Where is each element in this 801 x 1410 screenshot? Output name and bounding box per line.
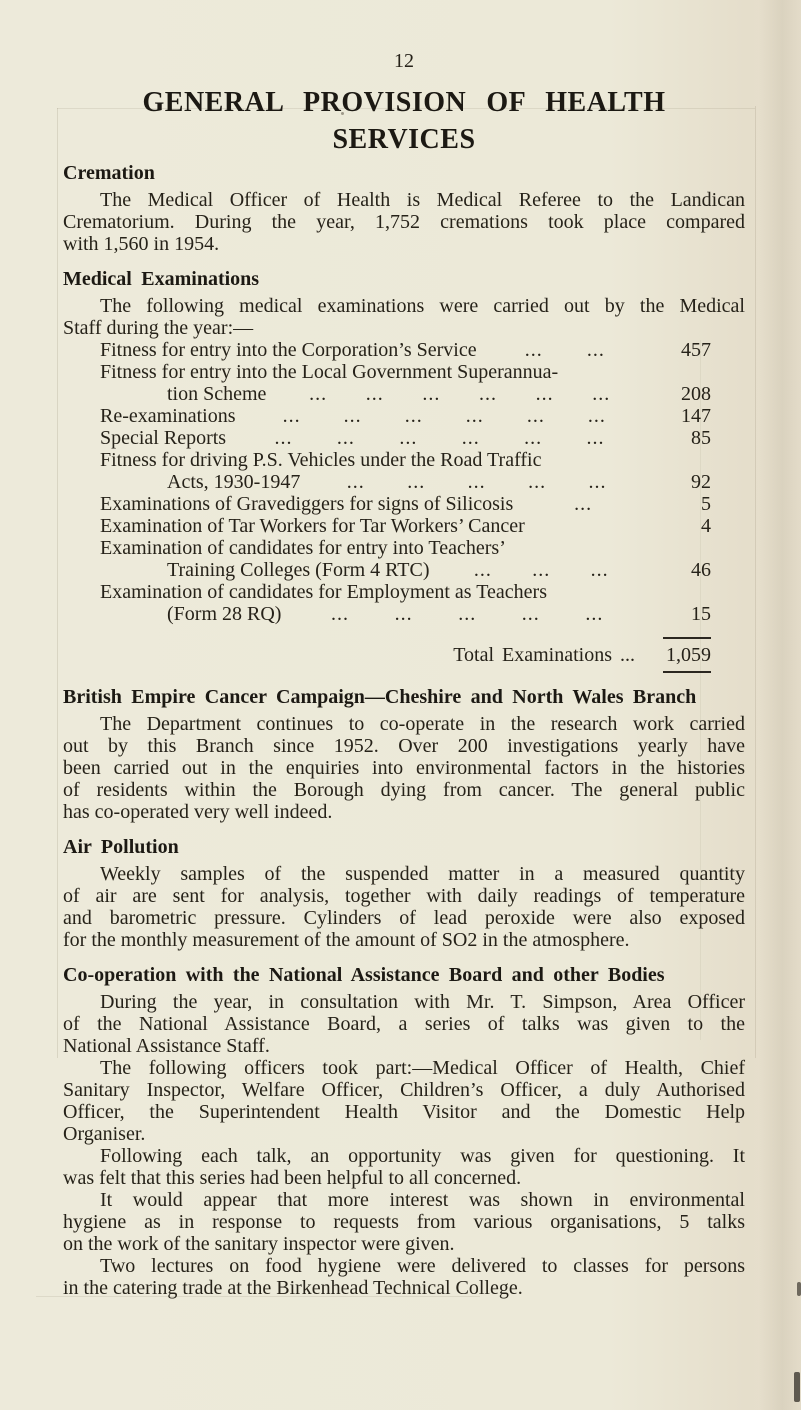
showthrough-line (755, 106, 756, 1058)
total-rule-bottom (663, 671, 711, 673)
text-line: The following medical examinations were carried out by the Medical (100, 295, 745, 317)
exam-label: Special Reports (100, 427, 227, 449)
exam-label: (Form 28 RQ) (167, 603, 282, 625)
section-cremation (63, 162, 745, 255)
page-edge-shadow (759, 0, 801, 1410)
text-line: Two lectures on food hygiene were delivered to classes for persons (100, 1255, 745, 1277)
text-line: of the National Assistance Board, a series of talks was given to the (63, 1013, 745, 1035)
exam-row (63, 537, 745, 559)
exam-value: 208 (681, 383, 711, 405)
exam-row (63, 383, 745, 405)
total-value: 1,059 (666, 644, 711, 666)
exam-row (63, 515, 745, 537)
exam-row (63, 559, 745, 581)
exam-row (63, 405, 745, 427)
text-line: been carried out in the enquiries into environmental factors in the histories (63, 757, 745, 779)
exam-label: tion Scheme (167, 383, 267, 405)
paragraph (63, 1255, 745, 1299)
text-line: in the catering trade at the Birkenhead Technical College. (63, 1277, 523, 1299)
leader-dots: ... ... (524, 339, 605, 361)
exam-value: 147 (681, 405, 711, 427)
exam-row (63, 449, 745, 471)
text-line: Organiser. (63, 1123, 146, 1145)
section-heading-air-pollution: Air Pollution (63, 836, 179, 858)
paragraph (63, 1145, 745, 1189)
section-air-pollution (63, 836, 745, 951)
page-title (63, 84, 745, 158)
total-rule-top (663, 637, 711, 639)
text-line: The Medical Officer of Health is Medical Referee to the Landican (100, 189, 745, 211)
text-line: for the monthly measurement of the amount of SO2 in the atmosphere. (63, 929, 630, 951)
section-heading-cooperation: Co-operation with the National Assistance Board and other Bodies (63, 964, 665, 986)
leader-dots: ... ... ... ... ... (331, 603, 604, 625)
exam-row (63, 339, 745, 361)
exam-label: Acts, 1930-1947 (167, 471, 301, 493)
exam-label: Fitness for entry into the Corporation’s Service (100, 339, 477, 361)
leader-dots: ... (574, 493, 593, 515)
section-heading-cremation: Cremation (63, 162, 155, 184)
examinations-total (63, 637, 745, 673)
exam-value: 5 (701, 493, 711, 515)
examinations-list (63, 339, 745, 625)
examinations-intro (63, 295, 745, 339)
text-line: on the work of the sanitary inspector were given. (63, 1233, 455, 1255)
section-cooperation (63, 964, 745, 1299)
exam-label: Fitness for entry into the Local Government Superannua- (100, 361, 559, 383)
exam-value: 15 (691, 603, 711, 625)
scan-artifact (797, 1282, 801, 1296)
exam-label: Training Colleges (Form 4 RTC) (167, 559, 430, 581)
leader-dots: ... ... ... (473, 559, 609, 581)
exam-row (63, 427, 745, 449)
text-line: was felt that this series had been helpful to all concerned. (63, 1167, 522, 1189)
section-heading-medical-examinations: Medical Examinations (63, 268, 260, 290)
page-title-line1: GENERAL PROVISION OF HEALTH (142, 87, 666, 118)
text-line: with 1,560 in 1954. (63, 233, 220, 255)
page-content (63, 0, 745, 1299)
text-line: of residents within the Borough dying from cancer. The general public (63, 779, 745, 801)
cremation-paragraph (63, 189, 745, 255)
scan-artifact (794, 1372, 800, 1402)
text-line: Weekly samples of the suspended matter in a measured quantity (100, 863, 745, 885)
exam-label: Examinations of Gravediggers for signs of Silicosis (100, 493, 514, 515)
exam-value: 46 (691, 559, 711, 581)
paragraph (63, 1189, 745, 1255)
paragraph (63, 1057, 745, 1145)
exam-value: 457 (681, 339, 711, 361)
text-line: and barometric pressure. Cylinders of lead peroxide were also exposed (63, 907, 745, 929)
exam-row (63, 361, 745, 383)
exam-label: Examination of candidates for Employment as Teachers (100, 581, 547, 603)
text-line: out by this Branch since 1952. Over 200 investigations yearly have (63, 735, 745, 757)
text-line: The following officers took part:—Medical Officer of Health, Chief (100, 1057, 745, 1079)
cooperation-paragraphs (63, 991, 745, 1299)
exam-label: Re-examinations (100, 405, 236, 427)
exam-row (63, 581, 745, 603)
exam-row (63, 493, 745, 515)
leader-dots: ... ... ... ... ... (346, 471, 607, 493)
exam-label: Examination of Tar Workers for Tar Workers’ Cancer (100, 515, 525, 537)
section-medical-examinations (63, 268, 745, 673)
text-line: of air are sent for analysis, together with daily readings of temperature (63, 885, 745, 907)
leader-dots: ... ... ... ... ... ... (282, 405, 606, 427)
exam-value: 85 (691, 427, 711, 449)
text-line: National Assistance Staff. (63, 1035, 270, 1057)
text-line: hygiene as in response to requests from various organisations, 5 talks (63, 1211, 745, 1233)
section-heading-cancer-campaign: British Empire Cancer Campaign—Cheshire and North Wales Branch (63, 686, 697, 708)
section-cancer-campaign (63, 686, 745, 823)
showthrough-line (57, 108, 58, 1058)
total-label: Total Examinations ... (453, 644, 635, 666)
text-line: Officer, the Superintendent Health Visitor and the Domestic Help (63, 1101, 745, 1123)
text-line: During the year, in consultation with Mr. T. Simpson, Area Officer (100, 991, 745, 1013)
leader-dots: ... ... ... ... ... ... (309, 383, 611, 405)
exam-value: 92 (691, 471, 711, 493)
total-line (63, 644, 745, 666)
text-line: has co-operated very well indeed. (63, 801, 333, 823)
text-line: The Department continues to co-operate in the research work carried (100, 713, 745, 735)
text-line: Sanitary Inspector, Welfare Officer, Children’s Officer, a duly Authorised (63, 1079, 745, 1101)
exam-row (63, 471, 745, 493)
paragraph (63, 991, 745, 1057)
text-line: Crematorium. During the year, 1,752 cremations took place compared (63, 211, 745, 233)
page-title-line2: SERVICES (332, 124, 476, 155)
text-line: It would appear that more interest was shown in environmental (100, 1189, 745, 1211)
exam-value: 4 (701, 515, 711, 537)
leader-dots: ... ... ... ... ... ... (274, 427, 605, 449)
text-line: Staff during the year:— (63, 317, 254, 339)
exam-row (63, 603, 745, 625)
exam-label: Examination of candidates for entry into Teachers’ (100, 537, 506, 559)
text-line: Following each talk, an opportunity was given for questioning. It (100, 1145, 745, 1167)
page-number: 12 (394, 50, 414, 72)
exam-label: Fitness for driving P.S. Vehicles under the Road Traffic (100, 449, 542, 471)
air-pollution-paragraph (63, 863, 745, 951)
cancer-campaign-paragraph (63, 713, 745, 823)
